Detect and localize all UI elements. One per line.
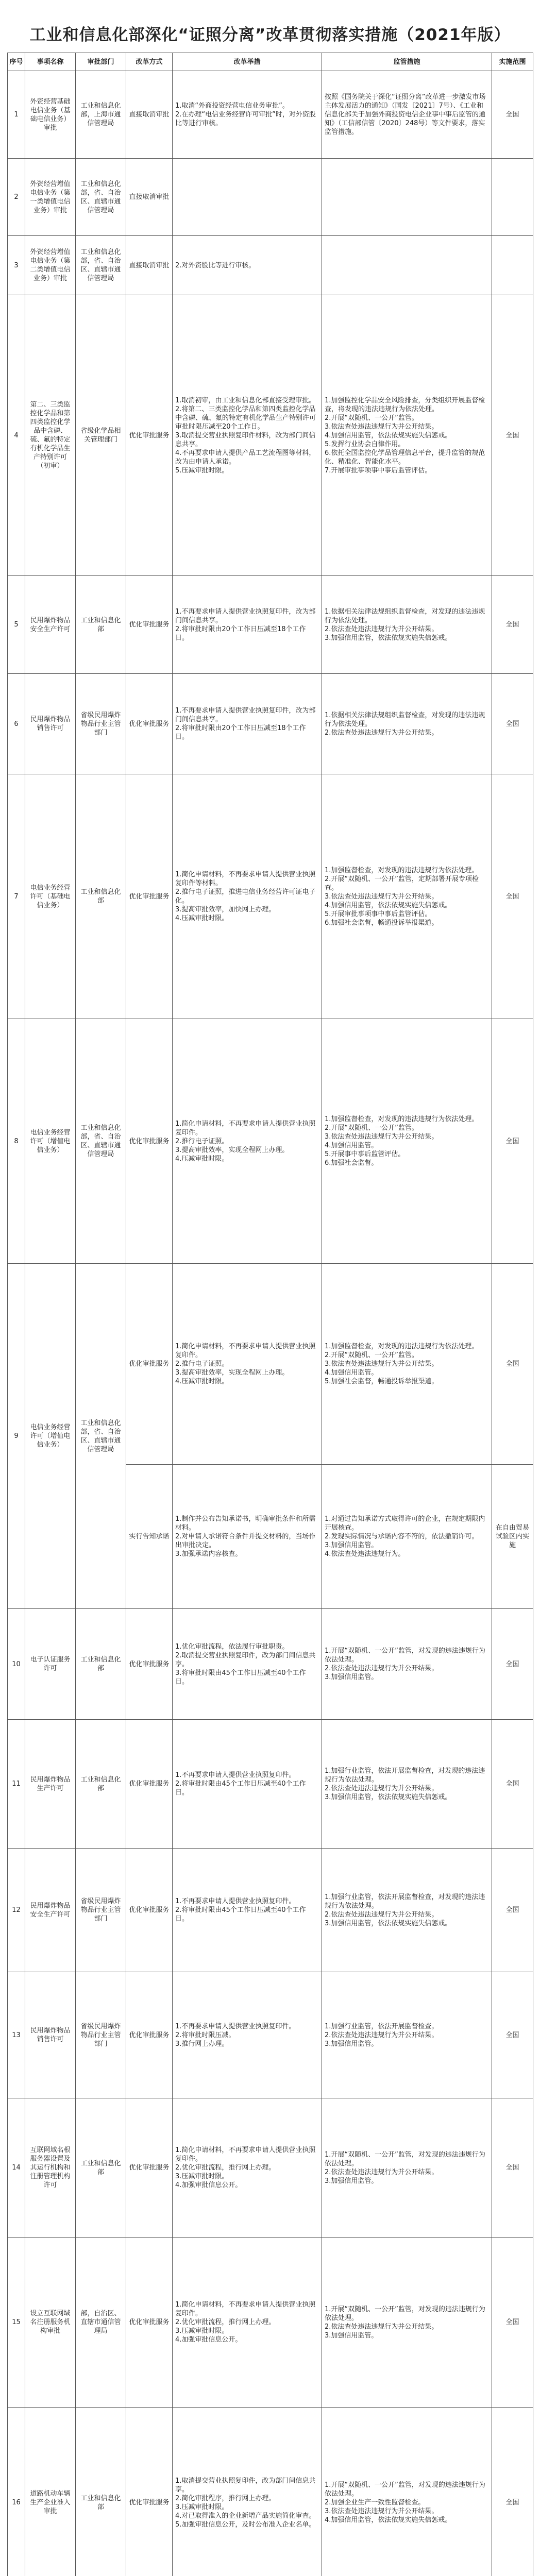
supervision-measure-item: 2.发现实际情况与承诺内容不符的，依法撤销许可。 (325, 1533, 479, 1540)
implementation-scope: 全国 (492, 2238, 533, 2408)
supervision-measure-item: 4.加强信用监管。 (325, 1369, 378, 1377)
supervision-measure-item: 3.加强信用监管。 (325, 2331, 378, 2340)
supervision-measure-item: 3.加强信用监管。 (325, 1541, 378, 1549)
approval-dept: 工业和信息化部 (76, 2098, 126, 2238)
reform-measure-item: 1.简化申请材料，不再要求申请人提供营业执照复印件。 (175, 1120, 316, 1137)
reform-measure-item: 3.加强承诺内容核查。 (175, 1550, 242, 1558)
supervision-measures (322, 1465, 492, 1609)
table-row (8, 295, 533, 576)
table-row (8, 71, 533, 159)
supervision-measures (322, 674, 492, 774)
row-number: 2 (8, 159, 25, 236)
reform-mode: 实行告知承诺 (126, 1465, 173, 1609)
supervision-measure-item: 6.依托全国监控化学品管理信息平台，提升监管的规范化、精准化、智能化水平。 (325, 449, 485, 466)
supervision-measure-item: 2.开展“双随机、一公开”监管。 (325, 1351, 418, 1359)
reform-measures (173, 1849, 322, 1972)
item-name: 互联网域名根服务器设置及其运行机构和注册管理机构许可 (25, 2098, 76, 2238)
supervision-measure-item: 2.开展“双随机、一公开”监管。 (325, 414, 418, 422)
approval-dept: 工业和信息化部，上海市通信管理局 (76, 71, 126, 159)
table-row (8, 1019, 533, 1264)
reform-measure-item: 3.提高审批效率，实现全程网上办理。 (175, 1146, 289, 1154)
reform-measure-item: 4.不再要求申请人提供产品工艺流程图等材料，改为由申请人承诺。 (175, 449, 316, 466)
item-name: 电信业务经营许可（增值电信业务） (25, 1019, 76, 1264)
implementation-scope: 全国 (492, 1849, 533, 1972)
reform-mode: 直接取消审批 (126, 159, 173, 236)
supervision-measure-item: 1.加强监控化学品安全风险排查，分类组织开展监督检查，将发现的违法违规行为依法处理。 (325, 396, 485, 413)
reform-measures (173, 236, 322, 295)
supervision-measure-item: 1.依据相关法律法规组织监督检查，对发现的违法违规行为依法处理。 (325, 607, 485, 624)
approval-dept: 工业和信息化部，省、自治区、直辖市通信管理局 (76, 159, 126, 236)
header-name: 事项名称 (25, 53, 76, 71)
supervision-measures (322, 1609, 492, 1720)
header-scope: 实施范围 (492, 53, 533, 71)
supervision-measure-item: 1.加强行业监管，依法开展监督检查，对发现的违法违规行为依法处理。 (325, 1893, 485, 1910)
approval-dept: 省级化学品相关管理部门 (76, 295, 126, 576)
reform-measures (173, 71, 322, 159)
supervision-measure-item: 3.依法查处违法违规行为并公开结果。 (325, 2507, 438, 2515)
reform-measure-item: 4.压减审批时限。 (175, 914, 229, 922)
reform-mode: 优化审批服务 (126, 2098, 173, 2238)
implementation-scope: 全国 (492, 576, 533, 674)
approval-dept: 省级民用爆炸物品行业主管部门 (76, 1849, 126, 1972)
reform-measure-item: 2.对申请人承诺符合条件并提交材料的，当场作出审批决定。 (175, 1533, 316, 1549)
header-dept: 审批部门 (76, 53, 126, 71)
reform-measure-item: 1.取消初审，由工业和信息化部直接受理审批。 (175, 396, 316, 404)
supervision-measure-item: 1.加强监督检查，对发现的违法违规行为依法处理。 (325, 866, 479, 874)
reform-measure-item: 1.制作并公布告知承诺书，明确审批条件和所需材料。 (175, 1515, 316, 1532)
table-row (8, 774, 533, 1019)
reform-mode: 优化审批服务 (126, 1609, 173, 1720)
row-number: 16 (8, 2408, 25, 2576)
item-name: 民用爆炸物品销售许可 (25, 674, 76, 774)
approval-dept: 工业和信息化部，省、自治区、直辖市通信管理局 (76, 1019, 126, 1264)
supervision-measure-item: 1.加强监督检查，对发现的违法违规行为依法处理。 (325, 1115, 479, 1123)
supervision-measure-item: 5.开展事中事后监管评估。 (325, 1150, 405, 1158)
reform-measure-item: 4.对已取得准入的企业新增产品实施简化审查。 (175, 2512, 316, 2520)
supervision-measure-item: 4.依法查处违法违规行为。 (325, 1550, 405, 1558)
supervision-measures (322, 2408, 492, 2576)
row-number: 6 (8, 674, 25, 774)
reform-measure-item: 3.将审批时限由45个工作日压减至40个工作日。 (175, 1669, 306, 1686)
reform-measures (173, 2098, 322, 2238)
row-number: 15 (8, 2238, 25, 2408)
measures-table (7, 53, 533, 2576)
approval-dept: 省级民用爆炸物品行业主管部门 (76, 1972, 126, 2098)
approval-dept: 工业和信息化部 (76, 576, 126, 674)
supervision-measures (322, 1972, 492, 2098)
supervision-measure-item: 2.依法查处违法违规行为并公开结果。 (325, 1910, 438, 1919)
row-number: 12 (8, 1849, 25, 1972)
implementation-scope (492, 159, 533, 236)
supervision-measure-item: 按照《国务院关于深化“证照分离”改革进一步激发市场主体发展活力的通知》（国发〔2021〕7号）、《工业和信息化部关于加强外商投资电信企业事中事后监管的通知》（工信部信管〔2020〕248号）等文件要求，落实监管措施。 (325, 93, 486, 136)
implementation-scope (492, 236, 533, 295)
row-number: 7 (8, 774, 25, 1019)
supervision-measure-item: 3.加强信用监管，依法依规实施失信惩戒。 (325, 1793, 452, 1801)
header-supervision: 监管措施 (322, 53, 492, 71)
header-no: 序号 (8, 53, 25, 71)
reform-measures (173, 2238, 322, 2408)
approval-dept: 省级民用爆炸物品行业主管部门 (76, 674, 126, 774)
table-row (8, 2408, 533, 2576)
supervision-measure-item: 1.开展“双随机、一公开”监管，对发现的违法违规行为依法处理。 (325, 1647, 485, 1664)
reform-measure-item: 1.简化申请材料，不再要求申请人提供营业执照复印件。 (175, 2301, 316, 2317)
table-row (8, 576, 533, 674)
supervision-measures (322, 2098, 492, 2238)
implementation-scope: 全国 (492, 1264, 533, 1465)
supervision-measure-item: 2.依法查处违法违规行为并公开结果。 (325, 1665, 438, 1672)
table-row (8, 2238, 533, 2408)
supervision-measure-item: 4.加强信用监管。 (325, 1142, 378, 1149)
header-mode: 改革方式 (126, 53, 173, 71)
supervision-measure-item: 4.加强信用监管，依法依规实施失信惩戒。 (325, 431, 452, 439)
reform-measure-item: 2.优化审批流程，推行网上办理。 (175, 2318, 276, 2326)
item-name: 民用爆炸物品生产许可 (25, 1720, 76, 1849)
supervision-measure-item: 7.开展审批事项事中事后监管评估。 (325, 466, 432, 474)
implementation-scope: 全国 (492, 1972, 533, 2098)
implementation-scope: 全国 (492, 295, 533, 576)
reform-mode: 优化审批服务 (126, 1849, 173, 1972)
row-number: 13 (8, 1972, 25, 2098)
supervision-measure-item: 2.开展“双随机、一公开”监管。 (325, 1124, 418, 1132)
reform-mode: 优化审批服务 (126, 1720, 173, 1849)
supervision-measure-item: 2.依法查处违法违规行为并公开结果。 (325, 1784, 438, 1792)
row-number: 11 (8, 1720, 25, 1849)
approval-dept: 工业和信息化部 (76, 1720, 126, 1849)
supervision-measure-item: 2.加强企业生产一致性监督检查。 (325, 2499, 425, 2506)
supervision-measure-item: 1.加强监督检查，对发现的违法违规行为依法处理。 (325, 1343, 479, 1350)
reform-measures (173, 1264, 322, 1465)
supervision-measure-item: 3.加强信用监管。 (325, 1673, 378, 1681)
reform-measures (173, 1609, 322, 1720)
supervision-measure-item: 3.加强信用监管，依法依规实施失信惩戒。 (325, 634, 452, 642)
table-row (8, 1609, 533, 1720)
reform-measure-item: 1.不再要求申请人提供营业执照复印件。 (175, 1771, 296, 1779)
supervision-measure-item: 1.加强行业监管，依法开展监督检查，对发现的违法违规行为依法处理。 (325, 1767, 485, 1784)
supervision-measure-item: 6.加强社会监督。 (325, 1159, 378, 1167)
item-name: 外资经营增值电信业务（第二类增值电信业务）审批 (25, 236, 76, 295)
supervision-measure-item: 2.依法查处违法违规行为并公开结果。 (325, 2323, 438, 2331)
row-number: 1 (8, 71, 25, 159)
item-name: 电子认证服务许可 (25, 1609, 76, 1720)
supervision-measures (322, 1019, 492, 1264)
supervision-measures (322, 295, 492, 576)
supervision-measure-item: 3.依法查处违法违规行为并公开结果。 (325, 892, 438, 901)
implementation-scope: 全国 (492, 674, 533, 774)
reform-measure-item: 2.在办理“电信业务经营许可审批”时，对外资股比等进行审核。 (175, 111, 316, 127)
supervision-measure-item: 3.依法查处违法违规行为并公开结果。 (325, 1133, 438, 1141)
reform-measure-item: 3.压减审批时限。 (175, 2503, 229, 2511)
page-title: 工业和信息化部深化“证照分离”改革贯彻落实措施（2021年版） (29, 26, 511, 44)
reform-measures (173, 295, 322, 576)
implementation-scope: 全国 (492, 1609, 533, 1720)
reform-mode: 直接取消审批 (126, 71, 173, 159)
reform-measures (173, 159, 322, 236)
reform-measures (173, 674, 322, 774)
reform-measure-item: 1.取消提交营业执照复印件，改为部门间信息共享。 (175, 2477, 316, 2494)
reform-measure-item: 4.加强审批信息公开。 (175, 2336, 242, 2344)
table-header-row (8, 53, 533, 71)
table-row (8, 1972, 533, 2098)
supervision-measure-item: 3.加强信用监管。 (325, 2040, 378, 2048)
supervision-measure-item: 2.开展“双随机、一公开”监管，定期部署开展专项检查。 (325, 875, 479, 892)
reform-mode: 直接取消审批 (126, 236, 173, 295)
implementation-scope: 全国 (492, 71, 533, 159)
supervision-measures (322, 1264, 492, 1465)
supervision-measures (322, 2238, 492, 2408)
table-row (8, 159, 533, 236)
approval-dept: 工业和信息化部 (76, 774, 126, 1019)
reform-measure-item: 1.不再要求申请人提供营业执照复印件，改为部门间信息共享。 (175, 707, 316, 723)
header-reform: 改革举措 (173, 53, 322, 71)
reform-mode: 优化审批服务 (126, 295, 173, 576)
table-row (8, 674, 533, 774)
supervision-measure-item: 5.发挥行业协会自律作用。 (325, 440, 405, 448)
row-number: 14 (8, 2098, 25, 2238)
supervision-measure-item: 3.加强信用监管。 (325, 2177, 378, 2185)
reform-measures (173, 1972, 322, 2098)
reform-measure-item: 2.优化审批流程，推行网上办理。 (175, 2164, 276, 2172)
supervision-measure-item: 3.依法查处违法违规行为并公开结果。 (325, 1360, 438, 1368)
supervision-measure-item: 1.对通过告知承诺方式取得许可的企业，在规定期限内开展核查。 (325, 1515, 485, 1532)
reform-measure-item: 2.推行电子证照。 (175, 1360, 229, 1368)
supervision-measure-item: 6.加强社会监督，畅通投诉举报渠道。 (325, 919, 438, 927)
table-row (8, 1720, 533, 1849)
reform-measure-item: 3.提高审批效率，实现全程网上办理。 (175, 1369, 289, 1377)
reform-mode: 优化审批服务 (126, 2408, 173, 2576)
approval-dept: 工业和信息化部 (76, 1609, 126, 1720)
reform-measure-item: 1.简化申请材料，不再要求申请人提供营业执照复印件等材料。 (175, 871, 316, 887)
supervision-measure-item: 3.加强信用监管，依法依规实施失信惩戒。 (325, 1919, 452, 1927)
supervision-measures (322, 236, 492, 295)
reform-measure-item: 4.加强审批信息公开。 (175, 2181, 242, 2189)
reform-measure-item: 1.简化申请材料，不再要求申请人提供营业执照复印件。 (175, 1343, 316, 1359)
reform-mode: 优化审批服务 (126, 1264, 173, 1465)
supervision-measure-item: 3.依法查处违法违规行为并公开结果。 (325, 422, 438, 431)
reform-measure-item: 1.简化申请材料，不再要求申请人提供营业执照复印件。 (175, 2146, 316, 2163)
supervision-measure-item: 4.加强信用监管，依法依规实施失信惩戒。 (325, 901, 452, 909)
supervision-measure-item: 1.开展“双随机、一公开”监管，对发现的违法违规行为依法处理。 (325, 2305, 485, 2322)
supervision-measures (322, 774, 492, 1019)
row-number: 9 (8, 1264, 25, 1609)
supervision-measure-item: 2.依法查处违法违规行为并公开结果。 (325, 728, 438, 737)
supervision-measure-item: 1.开展“双随机、一公开”监管，对发现的违法违规行为依法处理。 (325, 2150, 485, 2167)
reform-measures (173, 1019, 322, 1264)
reform-measure-item: 2.将审批时限由20个工作日压减至18个工作日。 (175, 724, 306, 741)
reform-measure-item: 3.推行网上办理。 (175, 2040, 229, 2048)
row-number: 5 (8, 576, 25, 674)
implementation-scope: 在自由贸易试验区内实施 (492, 1465, 533, 1609)
table-row (8, 1264, 533, 1465)
supervision-measure-item: 2.依法查处违法违规行为并公开结果。 (325, 2168, 438, 2176)
item-name: 民用爆炸物品安全生产许可 (25, 576, 76, 674)
reform-measure-item: 2.简化审批程序，推行网上办理。 (175, 2494, 276, 2502)
row-number: 10 (8, 1609, 25, 1720)
reform-measure-item: 2.推行电子证照。 (175, 1137, 229, 1145)
supervision-measures (322, 1720, 492, 1849)
supervision-measure-item: 5.加强社会监督，畅通投诉举报渠道。 (325, 1378, 438, 1385)
reform-measure-item: 2.推行电子证照，推进电信业务经营许可证电子化。 (175, 888, 316, 905)
implementation-scope: 全国 (492, 1019, 533, 1264)
reform-measure-item: 2.取消提交营业执照复印件，改为部门间信息共享。 (175, 1651, 316, 1668)
reform-measure-item: 2.将审批时限由45个工作日压减至40个工作日。 (175, 1780, 306, 1797)
reform-measures (173, 576, 322, 674)
implementation-scope: 全国 (492, 2098, 533, 2238)
supervision-measures (322, 576, 492, 674)
supervision-measure-item: 1.开展“双随机、一公开”监管，对发现的违法违规行为依法处理。 (325, 2481, 485, 2498)
reform-mode: 优化审批服务 (126, 1019, 173, 1264)
reform-measure-item: 5.加强审批信息公开，及时公布准入企业名单。 (175, 2520, 316, 2529)
item-name: 电信业务经营许可（基础电信业务） (25, 774, 76, 1019)
reform-measures (173, 2408, 322, 2576)
reform-measure-item: 4.压减审批时限。 (175, 1155, 229, 1163)
reform-measure-item: 1.不再要求申请人提供营业执照复印件。 (175, 2022, 296, 2030)
reform-measure-item: 2.将审批时限由45个工作日压减至40个工作日。 (175, 1906, 306, 1923)
reform-mode: 优化审批服务 (126, 2238, 173, 2408)
reform-mode: 优化审批服务 (126, 674, 173, 774)
approval-dept: 工业和信息化部 (76, 2408, 126, 2576)
supervision-measure-item: 2.依法查处违法违规行为并公开结果。 (325, 625, 438, 633)
item-name: 道路机动车辆生产企业准入审批 (25, 2408, 76, 2576)
reform-measure-item: 2.将第二、三类监控化学品和第四类监控化学品中含磷、硫、氟的特定有机化学品生产特别许可审批时限压减至20个工作日。 (175, 405, 316, 431)
supervision-measures (322, 159, 492, 236)
item-name: 电信业务经营许可（增值电信业务） (25, 1264, 76, 1609)
reform-measure-item: 1.不再要求申请人提供营业执照复印件。 (175, 1897, 296, 1905)
item-name: 外资经营增值电信业务（第一类增值电信业务）审批 (25, 159, 76, 236)
supervision-measure-item: 2.依法查处违法违规行为并公开结果。 (325, 2031, 438, 2039)
reform-measure-item: 1.取消“外商投资经营电信业务审批”。 (175, 102, 289, 110)
table-row (8, 2098, 533, 2238)
reform-measure-item: 2.将审批时限压减。 (175, 2031, 235, 2039)
implementation-scope: 全国 (492, 1720, 533, 1849)
supervision-measure-item: 1.加强行业监管，依法开展监督检查。 (325, 2022, 438, 2030)
reform-mode: 优化审批服务 (126, 576, 173, 674)
supervision-measure-item: 5.开展审批事项事中事后监管评估。 (325, 910, 432, 918)
row-number: 8 (8, 1019, 25, 1264)
reform-measures (173, 1465, 322, 1609)
approval-dept: 工业和信息化部，省、自治区、直辖市通信管理局 (76, 1264, 126, 1609)
reform-measure-item: 3.压减审批时限。 (175, 2173, 229, 2180)
reform-measure-item: 4.压减审批时限。 (175, 1378, 229, 1385)
reform-measure-item: 2.将审批时限由20个工作日压减至18个工作日。 (175, 625, 306, 642)
table-row (8, 236, 533, 295)
table-row (8, 1849, 533, 1972)
reform-measure-item: 1.不再要求申请人提供营业执照复印件，改为部门间信息共享。 (175, 607, 316, 624)
supervision-measures (322, 1849, 492, 1972)
reform-measure-item: 3.提高审批效率，加快网上办理。 (175, 906, 276, 913)
item-name: 民用爆炸物品销售许可 (25, 1972, 76, 2098)
row-number: 3 (8, 236, 25, 295)
reform-measure-item: 1.优化审批流程，依法履行审批职责。 (175, 1642, 289, 1651)
item-name: 第二、三类监控化学品和第四类监控化学品中含磷、硫、氟的特定有机化学品生产特别许可（初审） (25, 295, 76, 576)
item-name: 外资经营基础电信业务（基础电信业务）审批 (25, 71, 76, 159)
reform-measure-item: 3.取消提交营业执照复印件材料，改为部门间信息共享。 (175, 431, 316, 448)
reform-measures (173, 774, 322, 1019)
approval-dept: 工业和信息化部，省、自治区、直辖市通信管理局 (76, 236, 126, 295)
supervision-measure-item: 1.依据相关法律法规组织监督检查，对发现的违法违规行为依法处理。 (325, 711, 485, 728)
table-body (8, 71, 533, 2576)
reform-mode: 优化审批服务 (126, 1972, 173, 2098)
row-number: 4 (8, 295, 25, 576)
reform-measures (173, 1720, 322, 1849)
reform-measure-item: 3.压减审批时限。 (175, 2327, 229, 2335)
reform-measure-item: 5.压减审批时限。 (175, 466, 229, 474)
supervision-measures (322, 71, 492, 159)
item-name: 设立互联网域名注册服务机构审批 (25, 2238, 76, 2408)
implementation-scope: 全国 (492, 2408, 533, 2576)
implementation-scope: 全国 (492, 774, 533, 1019)
reform-mode: 优化审批服务 (126, 774, 173, 1019)
supervision-measure-item: 4.加强信用监管，依法依规实施失信惩戒。 (325, 2516, 452, 2524)
reform-measure-item: 2.对外资股比等进行审核。 (175, 261, 256, 269)
item-name: 民用爆炸物品安全生产许可 (25, 1849, 76, 1972)
approval-dept: 部，自治区、直辖市通信管理局 (76, 2238, 126, 2408)
